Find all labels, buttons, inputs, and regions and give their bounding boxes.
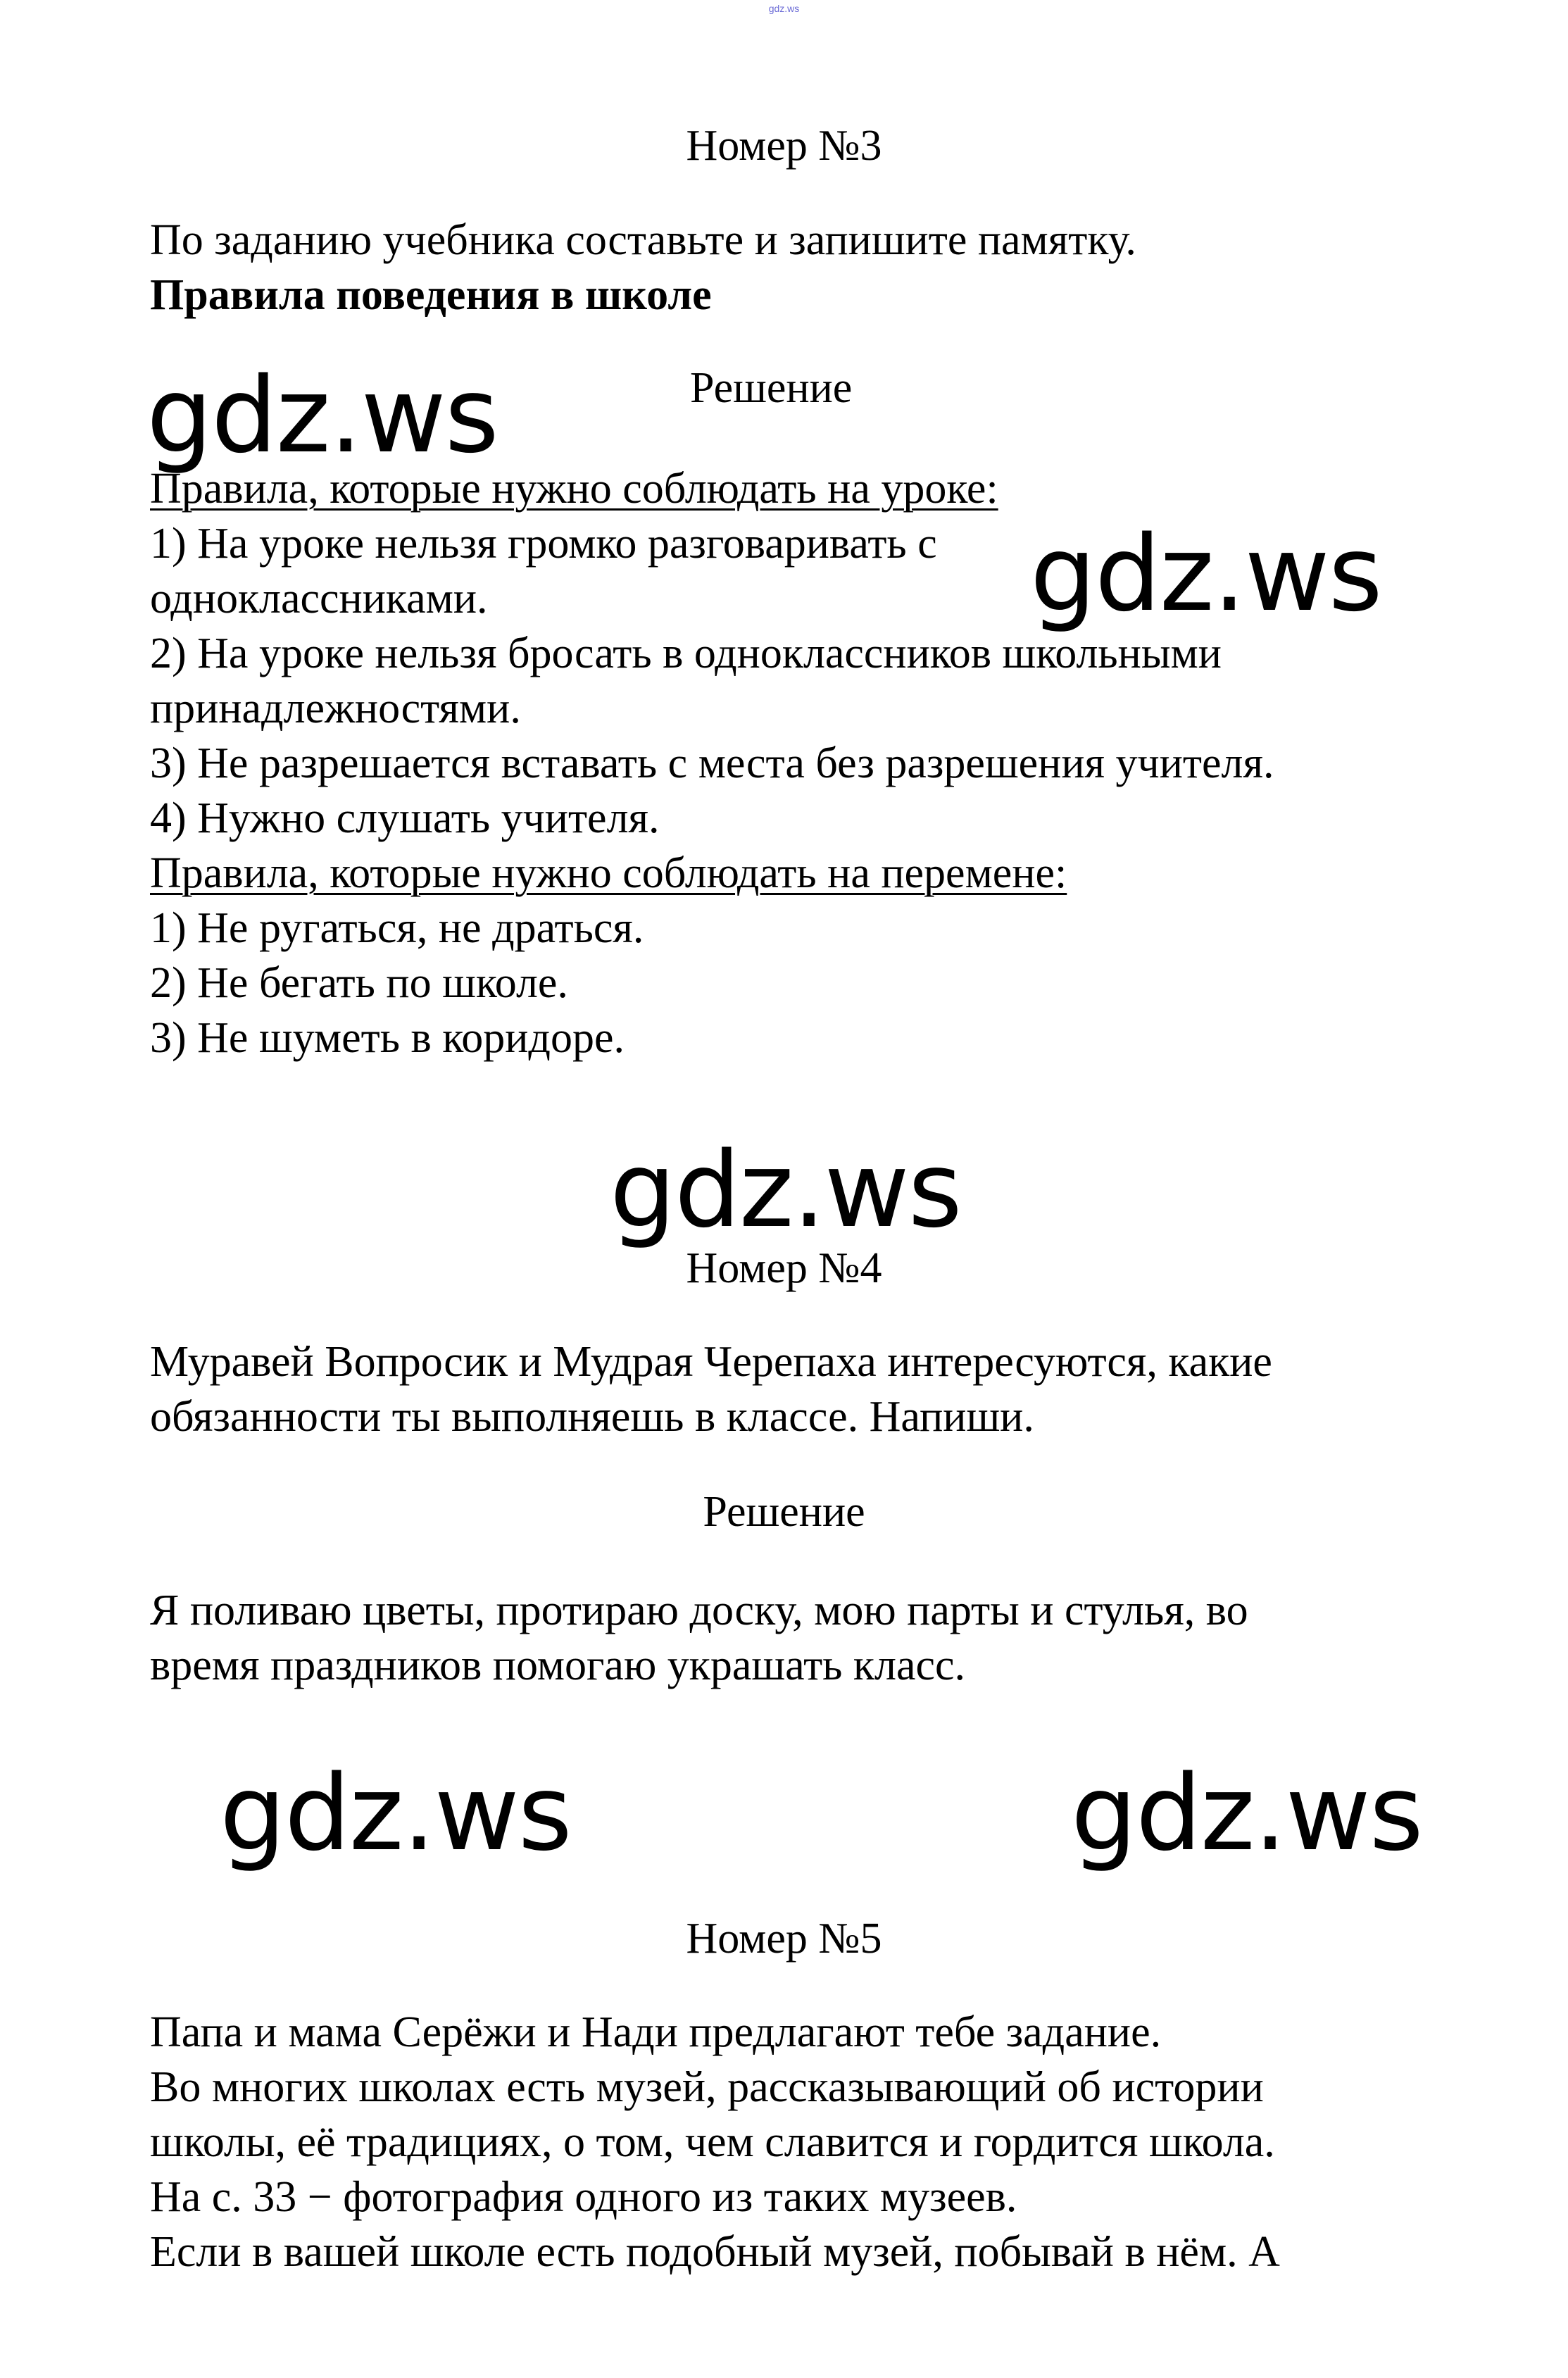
section-3-task-line-1: По заданию учебника составьте и запишите памятку. <box>150 216 1136 264</box>
section-4-solution-label: Решение <box>703 1488 865 1536</box>
section-4-title: Номер №4 <box>686 1244 882 1292</box>
section-3-lesson-heading: Правила, которые нужно соблюдать на уроке: <box>150 465 998 513</box>
section-5-task-line: школы, её традициях, о том, чем славится и гордится школа. <box>150 2118 1275 2166</box>
section-3-lesson-line: 3) Не разрешается вставать с места без разрешения учителя. <box>150 739 1274 787</box>
section-3-lesson-line: принадлежностями. <box>150 684 521 732</box>
watermark-logo: gdz.ws <box>1030 513 1381 634</box>
section-4-answer-line: Я поливаю цветы, протираю доску, мою парты и стулья, во <box>150 1587 1248 1634</box>
section-4-task-line: обязанности ты выполняешь в классе. Напиши. <box>150 1393 1034 1441</box>
header-watermark-text: gdz.ws <box>768 3 800 14</box>
section-4-answer-line: время праздников помогаю украшать класс. <box>150 1641 966 1689</box>
section-5-task-line: На с. 33 − фотография одного из таких музеев. <box>150 2173 1017 2221</box>
section-3-lesson-line: 4) Нужно слушать учителя. <box>150 794 660 842</box>
section-3-lesson-line: одноклассниками. <box>150 575 488 622</box>
section-3-solution-label: Решение <box>690 364 853 412</box>
section-3-title: Номер №3 <box>686 122 882 170</box>
section-3-lesson-line: 2) На уроке нельзя бросать в одноклассников школьными <box>150 630 1222 677</box>
section-3-break-line: 3) Не шуметь в коридоре. <box>150 1014 625 1062</box>
section-5-task-line: Папа и мама Серёжи и Нади предлагают тебе задание. <box>150 2008 1162 2056</box>
watermark-logo: gdz.ws <box>1071 1753 1422 1874</box>
watermark-logo: gdz.ws <box>146 355 498 476</box>
section-5-task-line: Если в вашей школе есть подобный музей, побывай в нём. А <box>150 2228 1280 2276</box>
section-4-task-line: Муравей Вопросик и Мудрая Черепаха интересуются, какие <box>150 1338 1272 1386</box>
section-3-task-line-2: Правила поведения в школе <box>150 271 712 319</box>
section-3-lesson-line: 1) На уроке нельзя громко разговаривать с <box>150 520 937 568</box>
section-3-break-heading: Правила, которые нужно соблюдать на перемене: <box>150 849 1067 897</box>
section-5-title: Номер №5 <box>686 1915 882 1963</box>
section-3-break-line: 2) Не бегать по школе. <box>150 959 568 1007</box>
watermark-logo: gdz.ws <box>220 1753 571 1874</box>
section-5-task-line: Во многих школах есть музей, рассказывающий об истории <box>150 2063 1264 2111</box>
section-3-break-line: 1) Не ругаться, не драться. <box>150 904 644 952</box>
watermark-logo: gdz.ws <box>610 1129 961 1251</box>
